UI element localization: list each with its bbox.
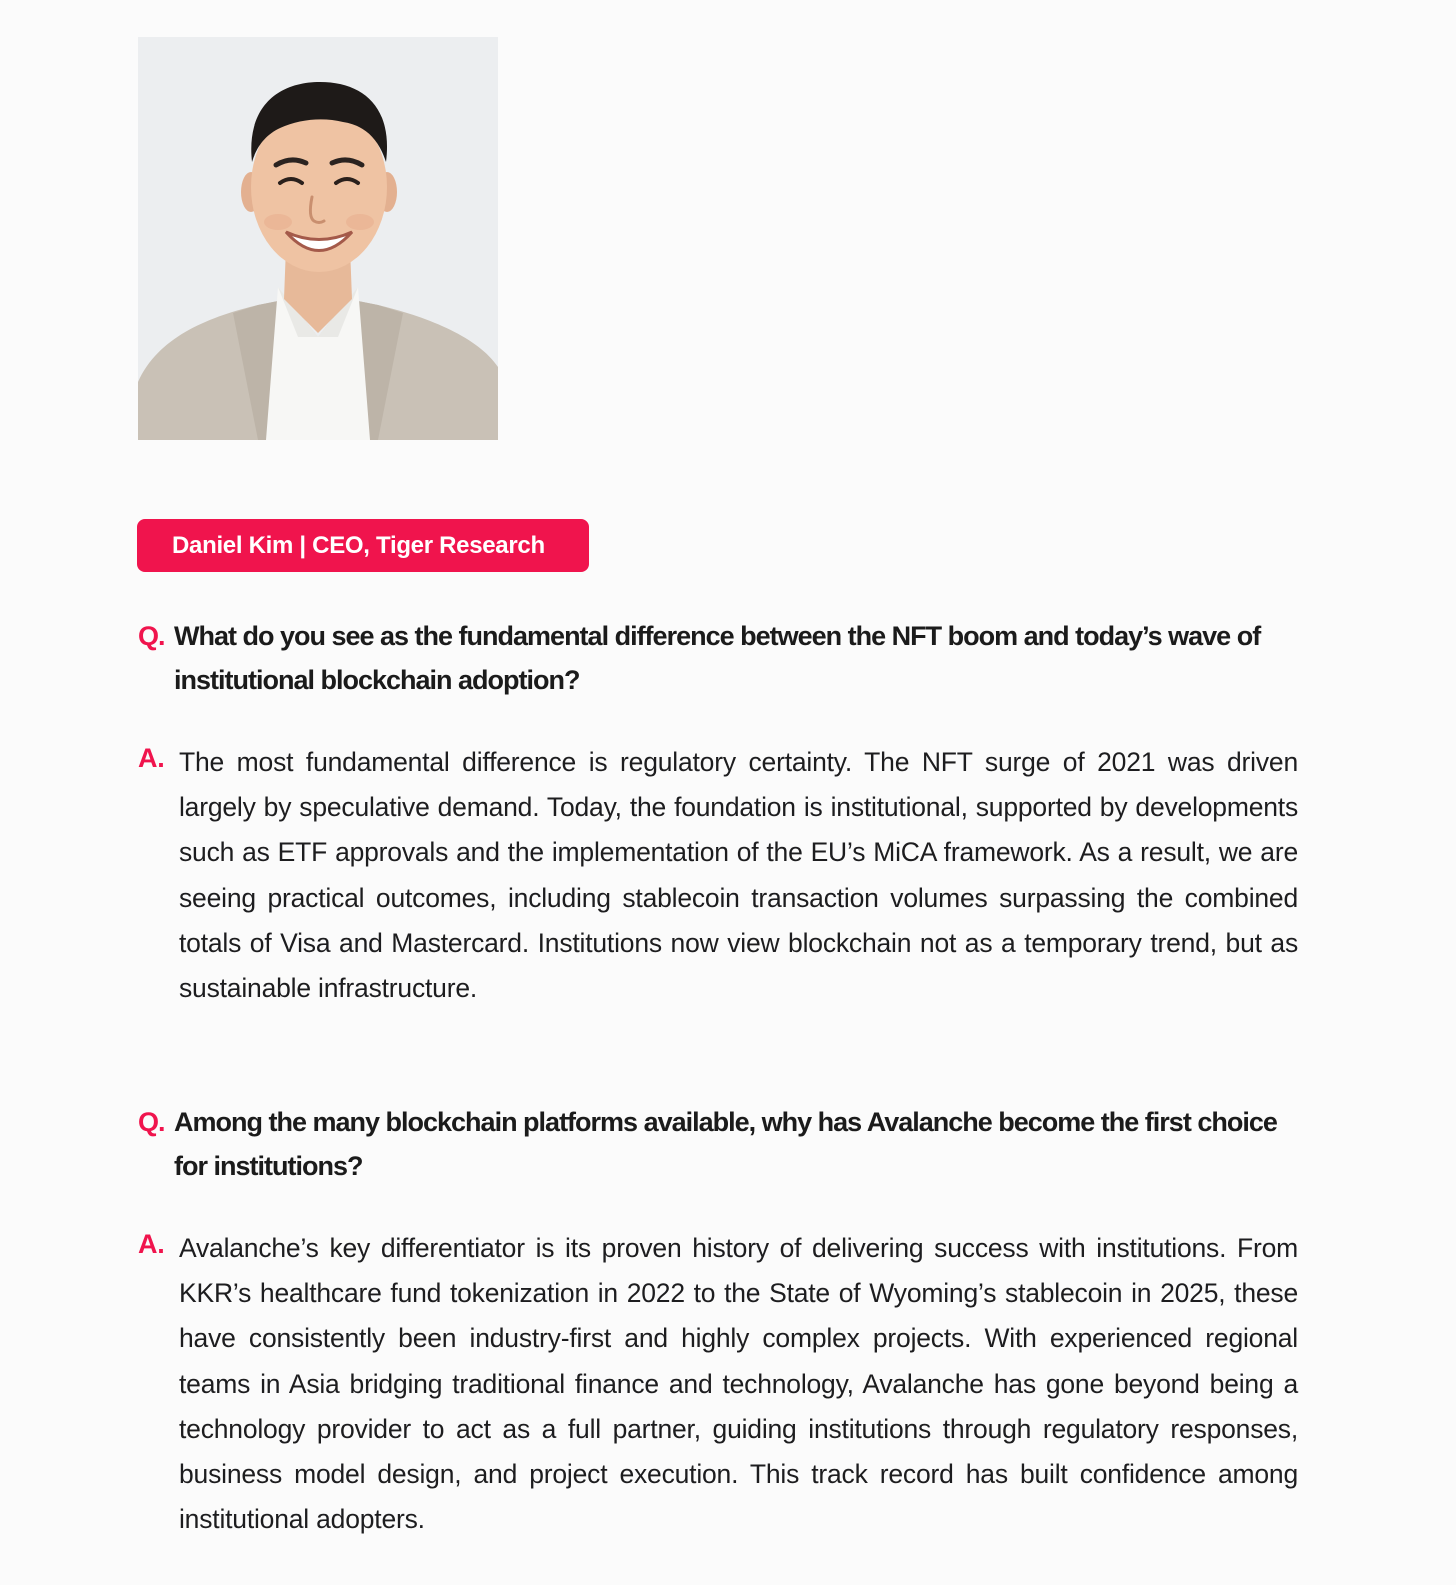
answer-marker: A.	[138, 1229, 165, 1259]
question-text: Among the many blockchain platforms available, why has Avalanche become the first choice for institutions?	[174, 1107, 1277, 1181]
qa-item	[138, 1100, 1298, 1542]
qa-item	[138, 614, 1298, 1011]
question	[138, 1100, 1298, 1188]
answer-marker: A.	[138, 743, 165, 773]
answer	[138, 1226, 1298, 1542]
question	[138, 614, 1298, 702]
portrait-photo	[138, 37, 498, 440]
portrait-illustration	[138, 37, 498, 440]
question-text: What do you see as the fundamental difference between the NFT boom and today’s wave of institutional blockchain adoption?	[174, 621, 1261, 695]
answer-text: Avalanche’s key differentiator is its proven history of delivering success with institutions. From KKR’s healthcare fund tokenization in 2022 to the State of Wyoming’s stablecoin in 2025, these have consistently been industry-first and highly complex projects. With experienced regional teams in Asia bridging traditional finance and technology, Avalanche has gone beyond being a technology provider to act as a full partner, guiding institutions through regulatory responses, business model design, and project execution. This track record has built confidence among institutional adopters.	[179, 1233, 1298, 1535]
speaker-badge: Daniel Kim | CEO, Tiger Research	[137, 519, 589, 572]
question-marker: Q.	[138, 621, 165, 651]
answer	[138, 740, 1298, 1011]
answer-text: The most fundamental difference is regulatory certainty. The NFT surge of 2021 was driven largely by speculative demand. Today, the foundation is institutional, supported by developments such as ETF approvals and the implementation of the EU’s MiCA framework. As a result, we are seeing practical outcomes, including stablecoin transaction volumes surpassing the combined totals of Visa and Mastercard. Institutions now view blockchain not as a temporary trend, but as sustainable infrastructure.	[179, 747, 1298, 1004]
question-marker: Q.	[138, 1107, 165, 1137]
